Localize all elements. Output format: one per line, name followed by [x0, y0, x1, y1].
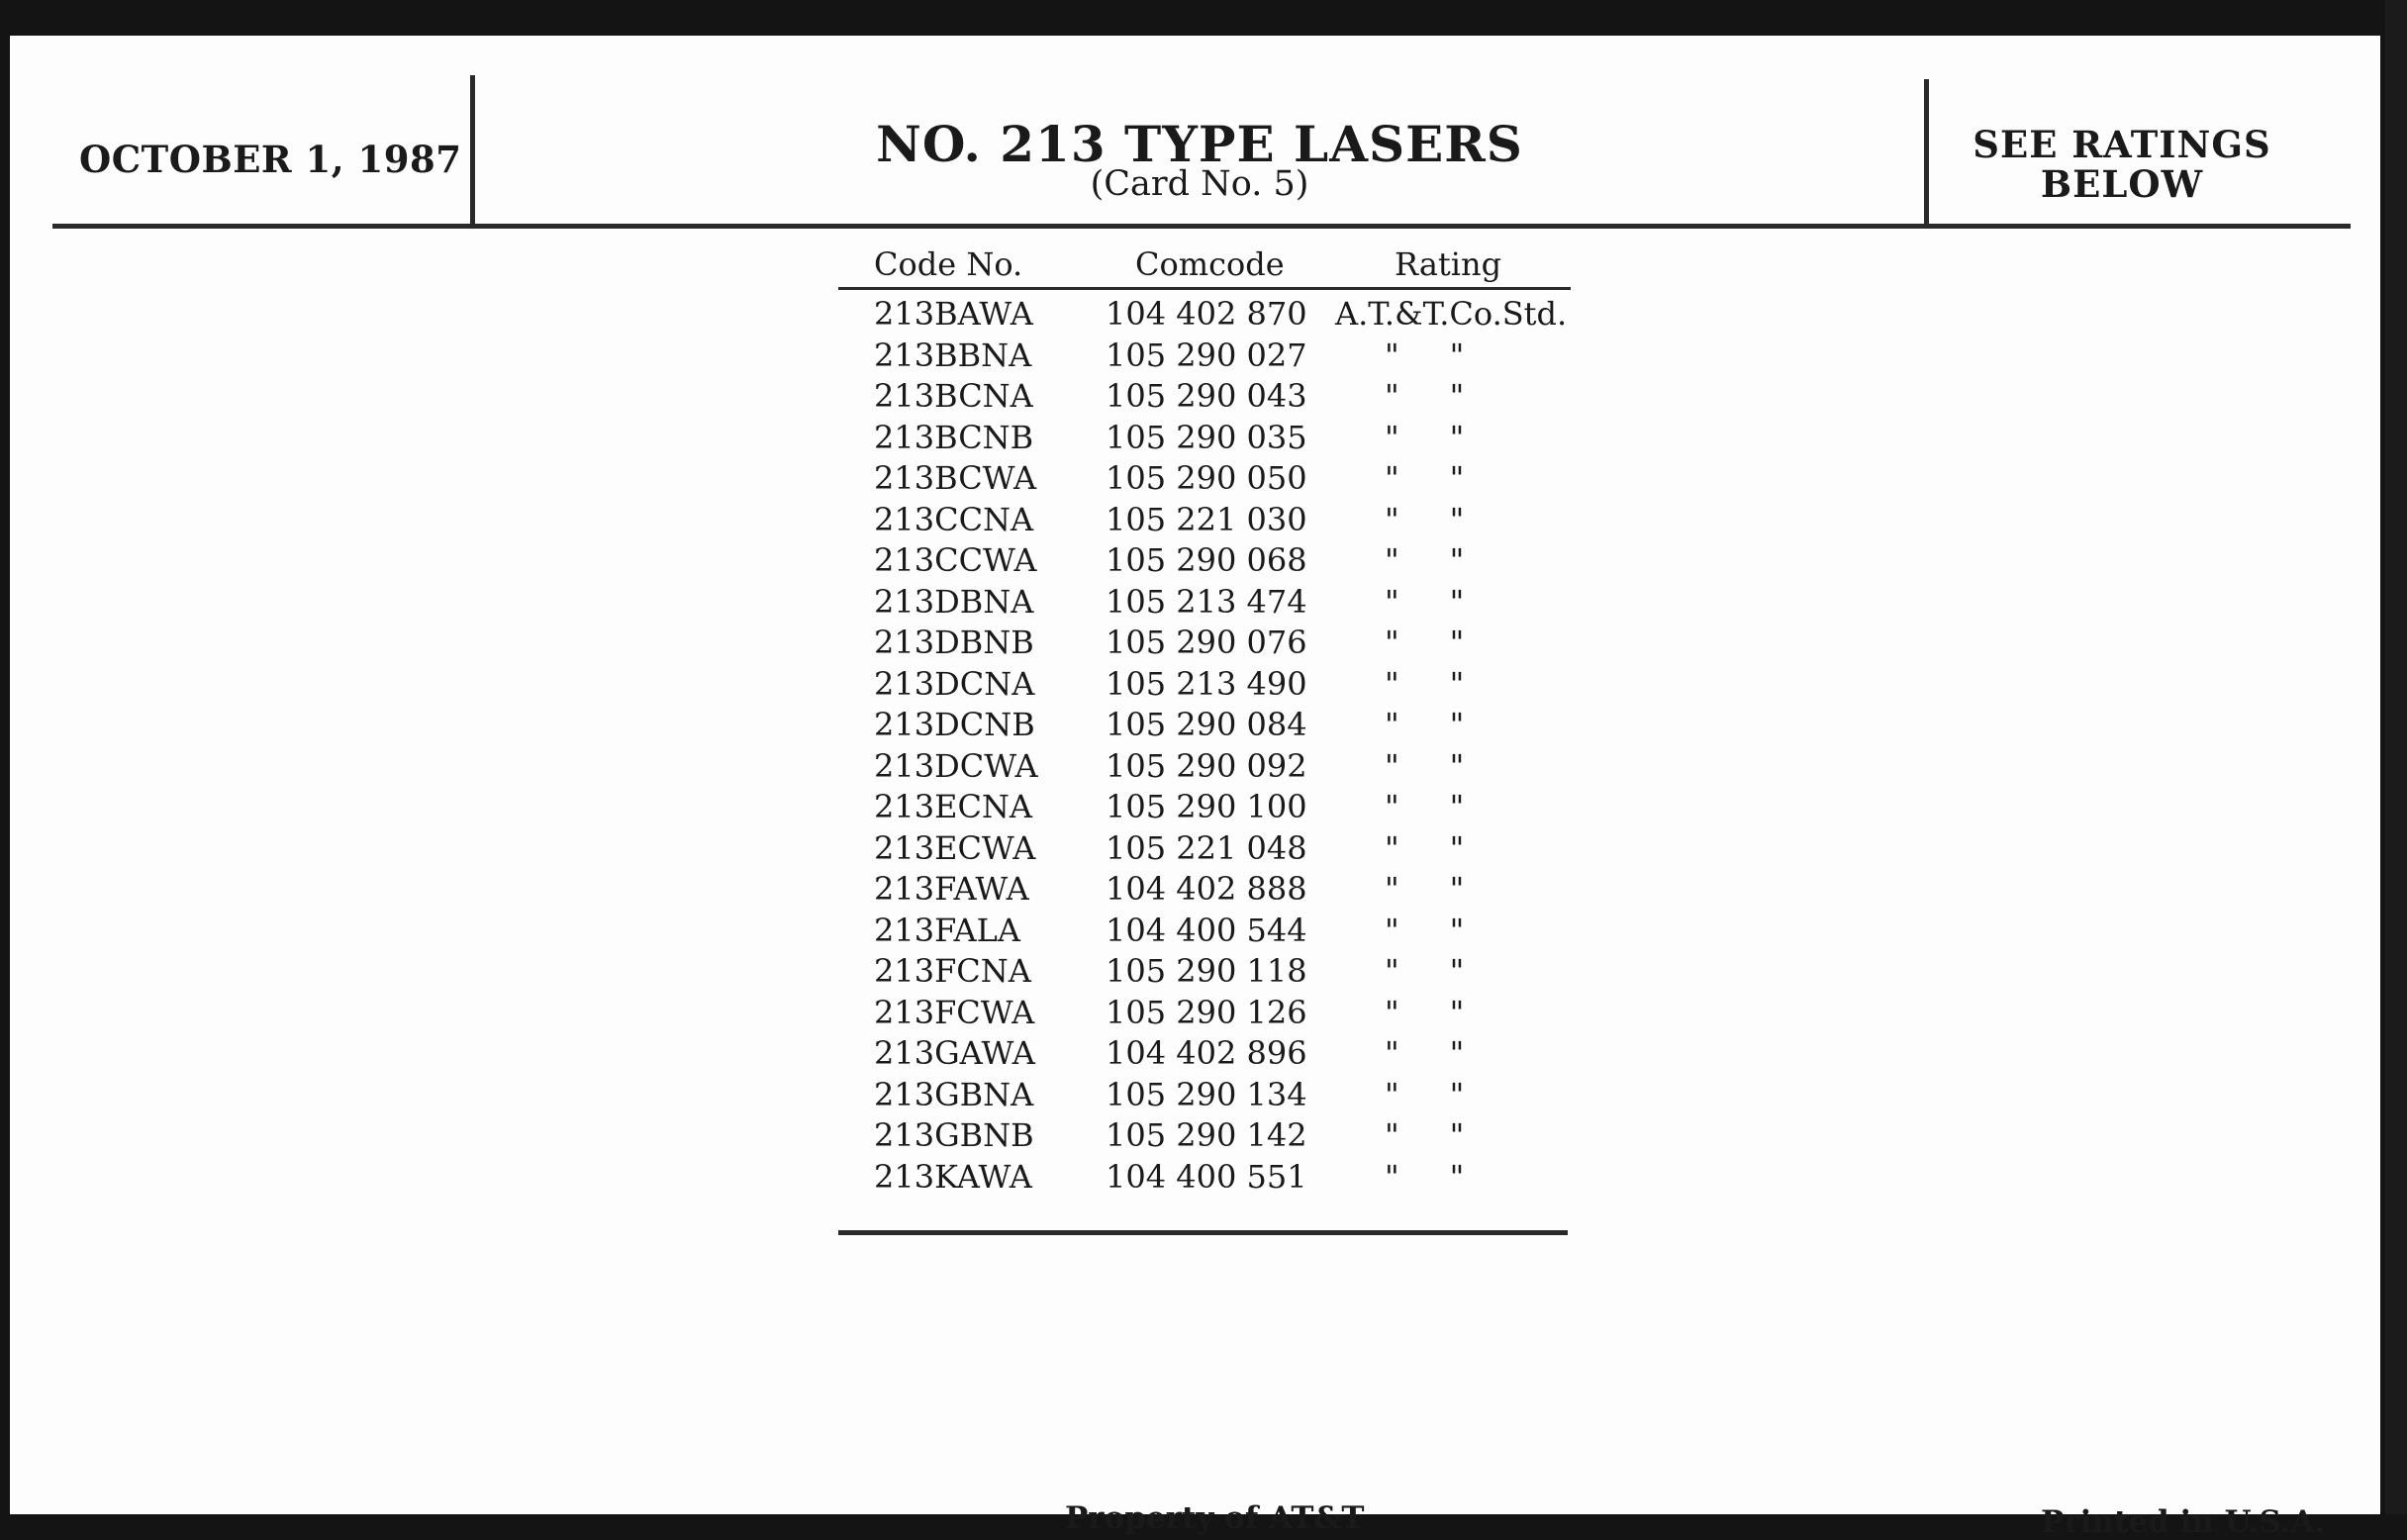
table-row: [838, 417, 1571, 458]
rating: " ": [1385, 377, 1465, 415]
table-row: [838, 910, 1571, 951]
card-subtitle: (Card No. 5): [1090, 164, 1309, 204]
table-header-rule: [838, 287, 1571, 290]
comcode: 105 290 076: [1106, 624, 1307, 661]
comcode: 105 290 084: [1106, 706, 1307, 743]
rating: " ": [1385, 788, 1465, 825]
rating: " ": [1385, 336, 1465, 374]
code-number: 213DCWA: [874, 746, 1038, 785]
table-row: [838, 457, 1571, 499]
rating: " ": [1385, 706, 1465, 743]
code-number: 213ECWA: [874, 828, 1036, 867]
table-row: [838, 1114, 1571, 1156]
rating: " ": [1385, 459, 1465, 497]
column-header-rating: Rating: [1395, 245, 1502, 283]
table-row: [838, 1074, 1571, 1115]
rating: " ": [1385, 1075, 1465, 1113]
table-row: [838, 375, 1571, 417]
comcode: 104 400 551: [1106, 1157, 1307, 1196]
code-number: 213KAWA: [874, 1157, 1032, 1196]
footer-printed: Printed in U.S.A.: [2041, 1504, 2326, 1540]
code-number: 213GAWA: [874, 1034, 1035, 1072]
rating: " ": [1385, 500, 1465, 538]
table-body: [838, 293, 1571, 1197]
code-number: 213BCNB: [874, 418, 1034, 456]
code-number: 213BCNA: [874, 377, 1033, 415]
ratings-note: [1934, 125, 2310, 204]
table-row: [838, 1156, 1571, 1198]
rating: " ": [1385, 541, 1465, 579]
comcode: 105 290 068: [1106, 541, 1307, 579]
reference-card: [10, 36, 2380, 1540]
comcode: 105 290 050: [1106, 459, 1307, 497]
rating: " ": [1385, 624, 1465, 661]
card-title: NO. 213 TYPE LASERS: [876, 115, 1523, 173]
issue-date: OCTOBER 1, 1987: [79, 138, 462, 181]
comcode: 104 402 896: [1106, 1034, 1307, 1072]
comcode: 105 290 043: [1106, 377, 1307, 415]
comcode: 104 402 888: [1106, 870, 1307, 908]
comcode: 105 290 027: [1106, 336, 1307, 374]
comcode: 105 213 474: [1106, 582, 1307, 621]
rating: " ": [1385, 952, 1465, 990]
table-row: [838, 539, 1571, 581]
table-row: [838, 622, 1571, 663]
code-number: 213BAWA: [874, 295, 1033, 333]
ratings-note-line1: SEE RATINGS: [1973, 123, 2271, 166]
code-number: 213CCWA: [874, 541, 1037, 579]
rating: " ": [1385, 746, 1465, 785]
rating: " ": [1385, 1157, 1465, 1196]
code-number: 213GBNB: [874, 1116, 1034, 1154]
code-number: 213DCNB: [874, 706, 1035, 743]
rating: " ": [1385, 418, 1465, 456]
rating: " ": [1385, 664, 1465, 703]
comcode: 105 290 142: [1106, 1116, 1307, 1154]
table-row: [838, 1032, 1571, 1074]
table-row: [838, 950, 1571, 992]
comcode: 104 402 870: [1106, 295, 1307, 333]
comcode: 105 213 490: [1106, 664, 1307, 703]
table-row: [838, 335, 1571, 376]
rating: " ": [1385, 911, 1465, 949]
comcode: 104 400 544: [1106, 911, 1307, 949]
comcode: 105 221 048: [1106, 828, 1307, 867]
table-row: [838, 293, 1571, 335]
code-number: 213FAWA: [874, 870, 1029, 908]
footer-property: Property of AT&T: [1065, 1500, 1365, 1536]
ratings-note-line2: BELOW: [2040, 162, 2204, 206]
table-row: [838, 704, 1571, 745]
code-number: 213BBNA: [874, 336, 1032, 374]
table-row: [838, 827, 1571, 869]
comcode: 105 290 092: [1106, 746, 1307, 785]
rating: " ": [1385, 1116, 1465, 1154]
table-row: [838, 745, 1571, 787]
comcode: 105 290 035: [1106, 418, 1307, 456]
laser-table: [838, 238, 1571, 1196]
code-number: 213GBNA: [874, 1075, 1034, 1113]
rating: " ": [1385, 1034, 1465, 1072]
rating: " ": [1385, 828, 1465, 867]
scan-border-right: [2385, 0, 2407, 1514]
code-number: 213DCNA: [874, 664, 1035, 703]
comcode: 105 221 030: [1106, 500, 1307, 538]
table-row: [838, 663, 1571, 705]
code-number: 213FCWA: [874, 993, 1035, 1031]
header-divider-right: [1924, 79, 1929, 227]
rating: " ": [1385, 993, 1465, 1031]
code-number: 213DBNA: [874, 582, 1034, 621]
code-number: 213BCWA: [874, 459, 1037, 497]
table-row: [838, 499, 1571, 540]
table-bottom-rule: [838, 1230, 1568, 1235]
comcode: 105 290 100: [1106, 788, 1307, 825]
table-row: [838, 992, 1571, 1033]
column-header-code: Code No.: [874, 245, 1023, 283]
column-header-comcode: Comcode: [1135, 245, 1285, 283]
comcode: 105 290 134: [1106, 1075, 1307, 1113]
code-number: 213ECNA: [874, 788, 1033, 825]
code-number: 213CCNA: [874, 500, 1034, 538]
code-number: 213FALA: [874, 911, 1020, 949]
code-number: 213FCNA: [874, 952, 1031, 990]
rating: " ": [1385, 870, 1465, 908]
rating: " ": [1385, 582, 1465, 621]
code-number: 213DBNB: [874, 624, 1034, 661]
rating: A.T.&T.Co.Std.: [1335, 295, 1568, 333]
table-row: [838, 868, 1571, 910]
comcode: 105 290 118: [1106, 952, 1307, 990]
table-header: [838, 238, 1571, 285]
table-row: [838, 581, 1571, 623]
header-rule: [52, 224, 2351, 229]
table-row: [838, 786, 1571, 827]
comcode: 105 290 126: [1106, 993, 1307, 1031]
